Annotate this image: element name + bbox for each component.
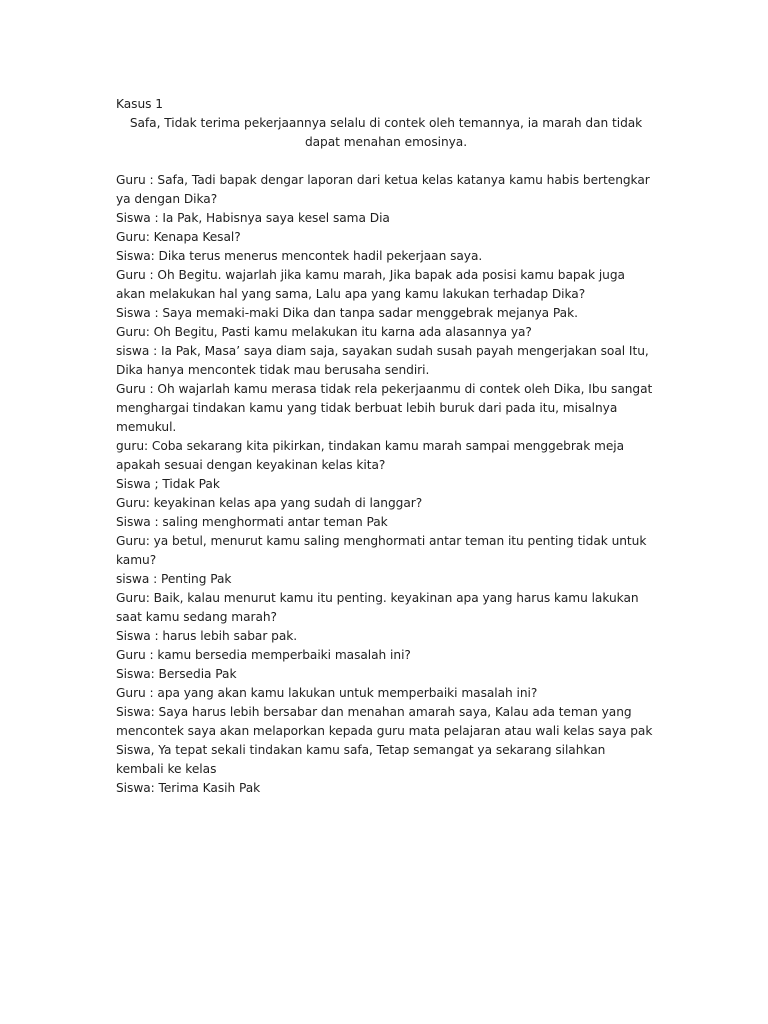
dialogue-line: siswa : Penting Pak [116,572,232,586]
dialogue-line: Guru : Oh wajarlah kamu merasa tidak rela pekerjaanmu di contek oleh Dika, Ibu sangat menghargai tindakan kamu yang tidak berbuat lebih buruk dari pada itu, misalnya memukul. [116,382,653,434]
dialogue-line: Siswa: Bersedia Pak [116,667,237,681]
case-description: Safa, Tidak terima pekerjaannya selalu di contek oleh temannya, ia marah dan tidak dapat menahan emosinya. [129,116,643,149]
dialogue-line: Guru: ya betul, menurut kamu saling menghormati antar teman itu penting tidak untuk kamu? [116,534,647,567]
dialogue-line: Siswa : Ia Pak, Habisnya saya kesel sama Dia [116,211,390,225]
dialogue-line: Guru : kamu bersedia memperbaiki masalah ini? [116,648,411,662]
dialogue-line: guru: Coba sekarang kita pikirkan, tindakan kamu marah sampai menggebrak meja apakah sesuai dengan keyakinan kelas kita? [116,439,625,472]
dialogue-line: Siswa : saling menghormati antar teman Pak [116,515,388,529]
dialogue-line: Siswa: Terima Kasih Pak [116,781,261,795]
dialogue-line: Guru: Kenapa Kesal? [116,230,241,244]
paragraph-spacer [116,152,656,171]
dialogue-line: Guru : Safa, Tadi bapak dengar laporan dari ketua kelas katanya kamu habis bertengkar ya dengan Dika? [116,173,650,206]
document-body [116,95,656,798]
dialogue-line: siswa : Ia Pak, Masa’ saya diam saja, sayakan sudah susah payah mengerjakan soal Itu, Dika hanya mencontek tidak mau berusaha sendiri. [116,344,649,377]
dialogue-line: Siswa, Ya tepat sekali tindakan kamu safa, Tetap semangat ya sekarang silahkan kembali ke kelas [116,743,606,776]
case-title: Kasus 1 [116,97,163,111]
dialogue-line: Guru : apa yang akan kamu lakukan untuk memperbaiki masalah ini? [116,686,538,700]
dialogue-line: Siswa : Saya memaki-maki Dika dan tanpa sadar menggebrak mejanya Pak. [116,306,578,320]
dialogue-line: Guru: Oh Begitu, Pasti kamu melakukan itu karna ada alasannya ya? [116,325,532,339]
dialogue-line: Guru: keyakinan kelas apa yang sudah di langgar? [116,496,423,510]
dialogue-line: Siswa : harus lebih sabar pak. [116,629,298,643]
dialogue-line: Siswa: Saya harus lebih bersabar dan menahan amarah saya, Kalau ada teman yang mencontek saya akan melaporkan kepada guru mata pelajaran atau wali kelas saya pak [116,705,653,738]
dialogue-line: Siswa: Dika terus menerus mencontek hadil pekerjaan saya. [116,249,483,263]
dialogue-line: Guru: Baik, kalau menurut kamu itu penting. keyakinan apa yang harus kamu lakukan saat kamu sedang marah? [116,591,639,624]
dialogue-line: Guru : Oh Begitu. wajarlah jika kamu marah, Jika bapak ada posisi kamu bapak juga akan melakukan hal yang sama, Lalu apa yang kamu lakukan terhadap Dika? [116,268,625,301]
dialogue-line: Siswa ; Tidak Pak [116,477,220,491]
